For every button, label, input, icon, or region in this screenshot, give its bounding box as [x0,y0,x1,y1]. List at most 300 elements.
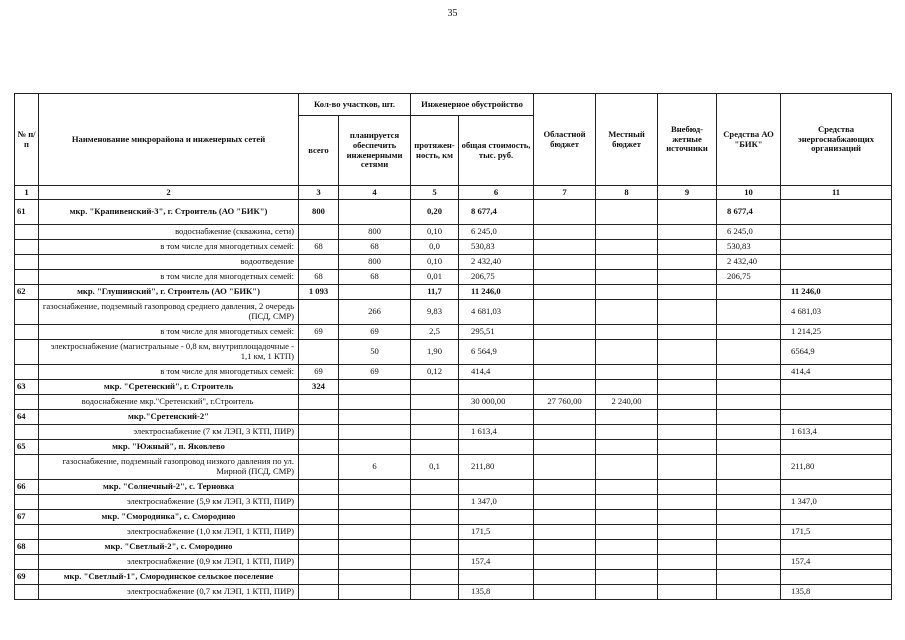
local-budget [596,200,658,225]
row-name: в том числе для многодетных семей: [39,365,299,380]
header-bik-funds: Средства АО "БИК" [717,94,781,186]
regional-budget [534,380,596,395]
bik-funds [717,555,781,570]
plots-total: 68 [299,240,339,255]
length-km [411,570,459,585]
regional-budget [534,540,596,555]
bik-funds [717,380,781,395]
plots-planned: 69 [339,325,411,340]
total-cost: 2 432,40 [459,255,534,270]
total-cost: 8 677,4 [459,200,534,225]
row-name: электроснабжение (5,9 км ЛЭП, 3 КТП, ПИР) [39,495,299,510]
district-row [15,510,892,525]
plots-planned [339,395,411,410]
local-budget [596,365,658,380]
length-km: 0,10 [411,225,459,240]
local-budget [596,300,658,325]
extra-budget [658,455,717,480]
plots-planned [339,480,411,495]
header-extra-budget: Внебюд-жетные источники [658,94,717,186]
row-name: газоснабжение, подземный газопровод низкого давления по ул. Мирной (ПСД, СМР) [39,455,299,480]
local-budget [596,495,658,510]
row-name: водоотведение [39,255,299,270]
column-number: 1 [15,186,39,200]
bik-funds [717,585,781,600]
extra-budget [658,240,717,255]
row-number [15,495,39,510]
plots-total [299,440,339,455]
extra-budget [658,480,717,495]
row-name: электроснабжение (7 км ЛЭП, 3 КТП, ПИР) [39,425,299,440]
length-km [411,480,459,495]
row-number [15,300,39,325]
total-cost [459,510,534,525]
infrastructure-table [14,93,892,600]
row-name: в том числе для многодетных семей: [39,270,299,285]
length-km: 11,7 [411,285,459,300]
header-num: № п/п [15,94,39,186]
row-name: мкр. "Крапивенский-3", г. Строитель (АО "БИК") [39,200,299,225]
plots-planned: 800 [339,255,411,270]
bik-funds [717,440,781,455]
extra-budget [658,525,717,540]
bik-funds [717,300,781,325]
local-budget [596,555,658,570]
network-row [15,255,892,270]
extra-budget [658,555,717,570]
energy-funds: 171,5 [781,525,892,540]
regional-budget: 27 760,00 [534,395,596,410]
bik-funds [717,510,781,525]
length-km [411,395,459,410]
total-cost [459,410,534,425]
plots-planned [339,525,411,540]
total-cost: 11 246,0 [459,285,534,300]
plots-total [299,225,339,240]
column-number: 11 [781,186,892,200]
network-row [15,365,892,380]
district-row [15,285,892,300]
length-km [411,495,459,510]
energy-funds [781,440,892,455]
column-number: 4 [339,186,411,200]
network-row [15,455,892,480]
length-km: 9,83 [411,300,459,325]
energy-funds [781,540,892,555]
plots-planned: 266 [339,300,411,325]
table-body [15,200,892,600]
regional-budget [534,480,596,495]
extra-budget [658,255,717,270]
total-cost: 295,51 [459,325,534,340]
extra-budget [658,410,717,425]
local-budget [596,525,658,540]
extra-budget [658,540,717,555]
energy-funds [781,570,892,585]
district-row [15,570,892,585]
plots-total [299,455,339,480]
regional-budget [534,495,596,510]
local-budget [596,570,658,585]
local-budget [596,255,658,270]
plots-total: 69 [299,365,339,380]
regional-budget [534,525,596,540]
local-budget [596,440,658,455]
energy-funds [781,410,892,425]
header-length: протяжен-ность, км [411,116,459,186]
length-km [411,425,459,440]
network-row [15,300,892,325]
plots-total [299,510,339,525]
bik-funds [717,570,781,585]
row-number [15,585,39,600]
district-row [15,200,892,225]
row-name: водоснабжение мкр."Сретенский", г.Строитель [39,395,299,410]
total-cost [459,540,534,555]
length-km: 1,90 [411,340,459,365]
bik-funds: 8 677,4 [717,200,781,225]
length-km [411,510,459,525]
column-number: 7 [534,186,596,200]
length-km [411,525,459,540]
energy-funds [781,225,892,240]
plots-total: 69 [299,325,339,340]
local-budget [596,240,658,255]
total-cost [459,480,534,495]
row-number [15,255,39,270]
row-name: мкр. "Солнечный-2", с. Терновка [39,480,299,495]
row-name: электроснабжение (0,9 км ЛЭП, 1 КТП, ПИР) [39,555,299,570]
extra-budget [658,200,717,225]
regional-budget [534,285,596,300]
regional-budget [534,425,596,440]
regional-budget [534,440,596,455]
plots-total [299,540,339,555]
bik-funds: 2 432,40 [717,255,781,270]
plots-total: 1 093 [299,285,339,300]
local-budget [596,410,658,425]
district-row [15,440,892,455]
extra-budget [658,425,717,440]
total-cost: 206,75 [459,270,534,285]
row-name: электроснабжение (магистральные - 0,8 км, внутриплощадочные - 1,1 км, 1 КТП) [39,340,299,365]
bik-funds [717,540,781,555]
header-total: всего [299,116,339,186]
row-name: электроснабжение (1,0 км ЛЭП, 1 КТП, ПИР) [39,525,299,540]
extra-budget [658,510,717,525]
row-name: электроснабжение (0,7 км ЛЭП, 1 КТП, ПИР) [39,585,299,600]
plots-planned: 50 [339,340,411,365]
local-budget [596,340,658,365]
energy-funds: 1 347,0 [781,495,892,510]
row-name: водоснабжение (скважина, сети) [39,225,299,240]
extra-budget [658,270,717,285]
bik-funds [717,480,781,495]
plots-planned [339,510,411,525]
plots-total [299,255,339,270]
plots-total [299,555,339,570]
network-row [15,395,892,410]
plots-total: 68 [299,270,339,285]
local-budget [596,425,658,440]
plots-total: 800 [299,200,339,225]
row-name: мкр. "Светлый-2", с. Смородино [39,540,299,555]
header-engineering-group: Инженерное обустройство [411,94,534,116]
header-cost: общая стоимость, тыс. руб. [459,116,534,186]
header-plots-group: Кол-во участков, шт. [299,94,411,116]
regional-budget [534,410,596,425]
network-row [15,585,892,600]
energy-funds: 135,8 [781,585,892,600]
network-row [15,555,892,570]
row-number [15,325,39,340]
energy-funds: 1 214,25 [781,325,892,340]
energy-funds [781,270,892,285]
length-km: 0,10 [411,255,459,270]
row-number [15,525,39,540]
extra-budget [658,325,717,340]
energy-funds [781,510,892,525]
row-number: 68 [15,540,39,555]
bik-funds [717,395,781,410]
local-budget [596,480,658,495]
row-number [15,365,39,380]
district-row [15,480,892,495]
plots-total [299,425,339,440]
extra-budget [658,395,717,410]
total-cost: 30 000,00 [459,395,534,410]
column-number: 8 [596,186,658,200]
regional-budget [534,325,596,340]
length-km: 0,1 [411,455,459,480]
plots-total: 324 [299,380,339,395]
length-km [411,585,459,600]
plots-planned: 800 [339,225,411,240]
row-name: мкр. "Светлый-1", Смородинское сельское поселение [39,570,299,585]
energy-funds [781,380,892,395]
bik-funds: 6 245,0 [717,225,781,240]
length-km [411,380,459,395]
extra-budget [658,300,717,325]
plots-total [299,300,339,325]
plots-total [299,340,339,365]
header-name: Наименование микрорайона и инженерных сетей [39,94,299,186]
plots-planned [339,200,411,225]
plots-total [299,480,339,495]
length-km: 0,0 [411,240,459,255]
regional-budget [534,225,596,240]
extra-budget [658,340,717,365]
energy-funds: 1 613,4 [781,425,892,440]
network-row [15,325,892,340]
total-cost: 4 681,03 [459,300,534,325]
bik-funds: 530,83 [717,240,781,255]
row-number [15,225,39,240]
extra-budget [658,585,717,600]
row-number: 65 [15,440,39,455]
plots-planned [339,555,411,570]
row-number [15,425,39,440]
total-cost: 414,4 [459,365,534,380]
column-number-row [15,186,892,200]
plots-planned: 68 [339,240,411,255]
total-cost: 1 613,4 [459,425,534,440]
plots-total [299,570,339,585]
regional-budget [534,270,596,285]
plots-planned [339,440,411,455]
regional-budget [534,365,596,380]
row-name: мкр. "Южный", п. Яковлево [39,440,299,455]
plots-planned: 6 [339,455,411,480]
energy-funds [781,255,892,270]
bik-funds [717,410,781,425]
district-row [15,410,892,425]
network-row [15,495,892,510]
total-cost: 6 564,9 [459,340,534,365]
network-row [15,425,892,440]
plots-planned [339,495,411,510]
column-number: 2 [39,186,299,200]
plots-total [299,585,339,600]
energy-funds: 4 681,03 [781,300,892,325]
column-number: 10 [717,186,781,200]
extra-budget [658,380,717,395]
local-budget [596,540,658,555]
row-number: 62 [15,285,39,300]
energy-funds [781,200,892,225]
bik-funds [717,495,781,510]
row-name: в том числе для многодетных семей: [39,240,299,255]
plots-planned [339,570,411,585]
district-row [15,540,892,555]
row-name: мкр. "Сретенский", г. Строитель [39,380,299,395]
energy-funds: 211,80 [781,455,892,480]
plots-planned: 68 [339,270,411,285]
energy-funds [781,395,892,410]
total-cost [459,570,534,585]
row-name: в том числе для многодетных семей: [39,325,299,340]
energy-funds [781,240,892,255]
local-budget: 2 240,00 [596,395,658,410]
extra-budget [658,365,717,380]
row-name: мкр. "Смородинка", с. Смородино [39,510,299,525]
total-cost: 211,80 [459,455,534,480]
row-name: мкр. "Глушинский", г. Строитель (АО "БИК") [39,285,299,300]
local-budget [596,270,658,285]
regional-budget [534,510,596,525]
extra-budget [658,495,717,510]
energy-funds: 6564,9 [781,340,892,365]
column-number: 3 [299,186,339,200]
length-km: 0,01 [411,270,459,285]
regional-budget [534,300,596,325]
plots-planned [339,425,411,440]
row-number: 66 [15,480,39,495]
network-row [15,340,892,365]
row-number [15,270,39,285]
plots-planned [339,410,411,425]
extra-budget [658,440,717,455]
total-cost: 6 245,0 [459,225,534,240]
bik-funds [717,365,781,380]
bik-funds: 206,75 [717,270,781,285]
total-cost: 157,4 [459,555,534,570]
length-km [411,410,459,425]
length-km [411,555,459,570]
regional-budget [534,555,596,570]
column-number: 5 [411,186,459,200]
extra-budget [658,225,717,240]
bik-funds [717,425,781,440]
plots-total [299,495,339,510]
row-number: 64 [15,410,39,425]
plots-total [299,395,339,410]
length-km [411,540,459,555]
network-row [15,525,892,540]
plots-planned [339,285,411,300]
row-number [15,555,39,570]
plots-total [299,410,339,425]
district-row [15,380,892,395]
row-name: газоснабжение, подземный газопровод среднего давления, 2 очередь (ПСД, СМР) [39,300,299,325]
total-cost [459,440,534,455]
network-row [15,270,892,285]
local-budget [596,380,658,395]
row-number [15,340,39,365]
total-cost: 530,83 [459,240,534,255]
total-cost: 135,8 [459,585,534,600]
local-budget [596,455,658,480]
length-km: 0,20 [411,200,459,225]
plots-planned [339,585,411,600]
total-cost: 171,5 [459,525,534,540]
row-number: 63 [15,380,39,395]
bik-funds [717,340,781,365]
regional-budget [534,340,596,365]
header-planned: планируется обеспечить инженерными сетями [339,116,411,186]
regional-budget [534,200,596,225]
regional-budget [534,585,596,600]
bik-funds [717,325,781,340]
bik-funds [717,285,781,300]
column-number: 6 [459,186,534,200]
bik-funds [717,525,781,540]
row-number [15,395,39,410]
row-name: мкр."Сретенский-2" [39,410,299,425]
length-km [411,440,459,455]
plots-total [299,525,339,540]
network-row [15,225,892,240]
header-regional-budget: Областной бюджет [534,94,596,186]
local-budget [596,225,658,240]
row-number: 69 [15,570,39,585]
header-energy-funds: Средства энергоснабжающих организаций [781,94,892,186]
row-number: 61 [15,200,39,225]
plots-planned: 69 [339,365,411,380]
local-budget [596,285,658,300]
local-budget [596,585,658,600]
network-row [15,240,892,255]
extra-budget [658,570,717,585]
energy-funds: 11 246,0 [781,285,892,300]
local-budget [596,510,658,525]
regional-budget [534,570,596,585]
total-cost: 1 347,0 [459,495,534,510]
plots-planned [339,380,411,395]
length-km: 2,5 [411,325,459,340]
length-km: 0,12 [411,365,459,380]
column-number: 9 [658,186,717,200]
